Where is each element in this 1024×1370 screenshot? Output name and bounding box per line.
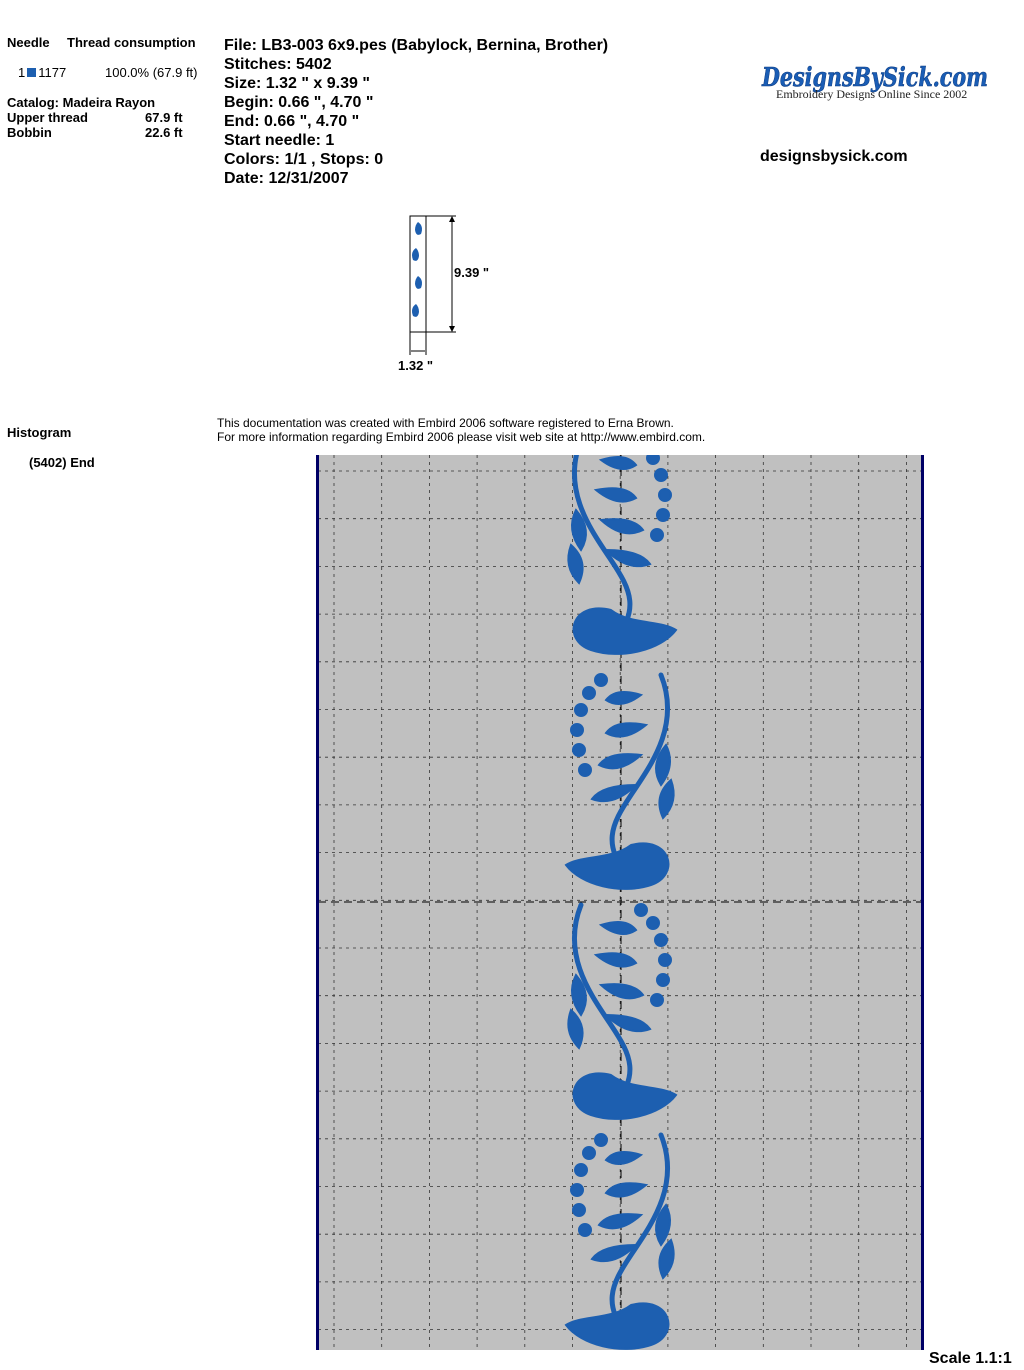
needle-number: 1 xyxy=(18,65,26,80)
embird-note-line1: This documentation was created with Embird 2006 software registered to Erna Brown. xyxy=(217,416,674,430)
embird-note-line2: For more information regarding Embird 2006 please visit web site at http://www.embird.com. xyxy=(217,430,706,444)
catalog-label: Catalog: Madeira Rayon xyxy=(7,95,156,110)
stitch-count: Stitches: 5402 xyxy=(224,56,332,73)
design-size: Size: 1.32 " x 9.39 " xyxy=(224,75,370,92)
begin-point: Begin: 0.66 ", 4.70 " xyxy=(224,94,374,111)
histogram-entry: (5402) End xyxy=(29,455,95,470)
needle-column-header: Needle xyxy=(7,35,50,50)
leaf-motif xyxy=(568,455,676,654)
bobbin-label: Bobbin xyxy=(7,125,52,140)
start-needle: Start needle: 1 xyxy=(224,132,335,149)
leaf-motif xyxy=(566,674,674,889)
embird-note xyxy=(217,416,705,444)
file-name: File: LB3-003 6x9.pes (Babylock, Bernina, Brother) xyxy=(224,37,609,54)
scale-label: Scale 1.1:1 xyxy=(929,1350,1012,1367)
thread-row xyxy=(18,65,66,80)
upper-thread-value: 67.9 ft xyxy=(145,110,183,125)
hoop-preview xyxy=(318,455,922,1350)
bobbin-value: 22.6 ft xyxy=(145,125,183,140)
hoop-left-border xyxy=(316,455,319,1350)
histogram-title: Histogram xyxy=(7,425,72,440)
hoop-right-border xyxy=(921,455,924,1350)
colors-stops: Colors: 1/1 , Stops: 0 xyxy=(224,151,384,168)
design-date: Date: 12/31/2007 xyxy=(224,170,349,187)
width-dimension-label: 1.32 " xyxy=(398,358,434,373)
height-dimension-label: 9.39 " xyxy=(454,265,490,280)
thread-color-swatch xyxy=(27,68,36,77)
svg-text:DesignsBySick.com: DesignsBySick.com xyxy=(761,63,988,93)
logo-tagline: Embroidery Designs Online Since 2002 xyxy=(776,87,968,101)
leaf-motif xyxy=(568,904,676,1119)
thread-code: 1177 xyxy=(38,65,67,80)
embroidery-design-image xyxy=(318,455,922,1350)
upper-thread-label: Upper thread xyxy=(7,110,88,125)
file-info xyxy=(224,36,608,188)
thread-consumption-value: 100.0% (67.9 ft) xyxy=(105,65,198,80)
end-point: End: 0.66 ", 4.70 " xyxy=(224,113,360,130)
thread-consumption-header: Thread consumption xyxy=(67,35,196,50)
design-thumbnail xyxy=(398,212,468,362)
website-text: designsbysick.com xyxy=(760,148,908,165)
